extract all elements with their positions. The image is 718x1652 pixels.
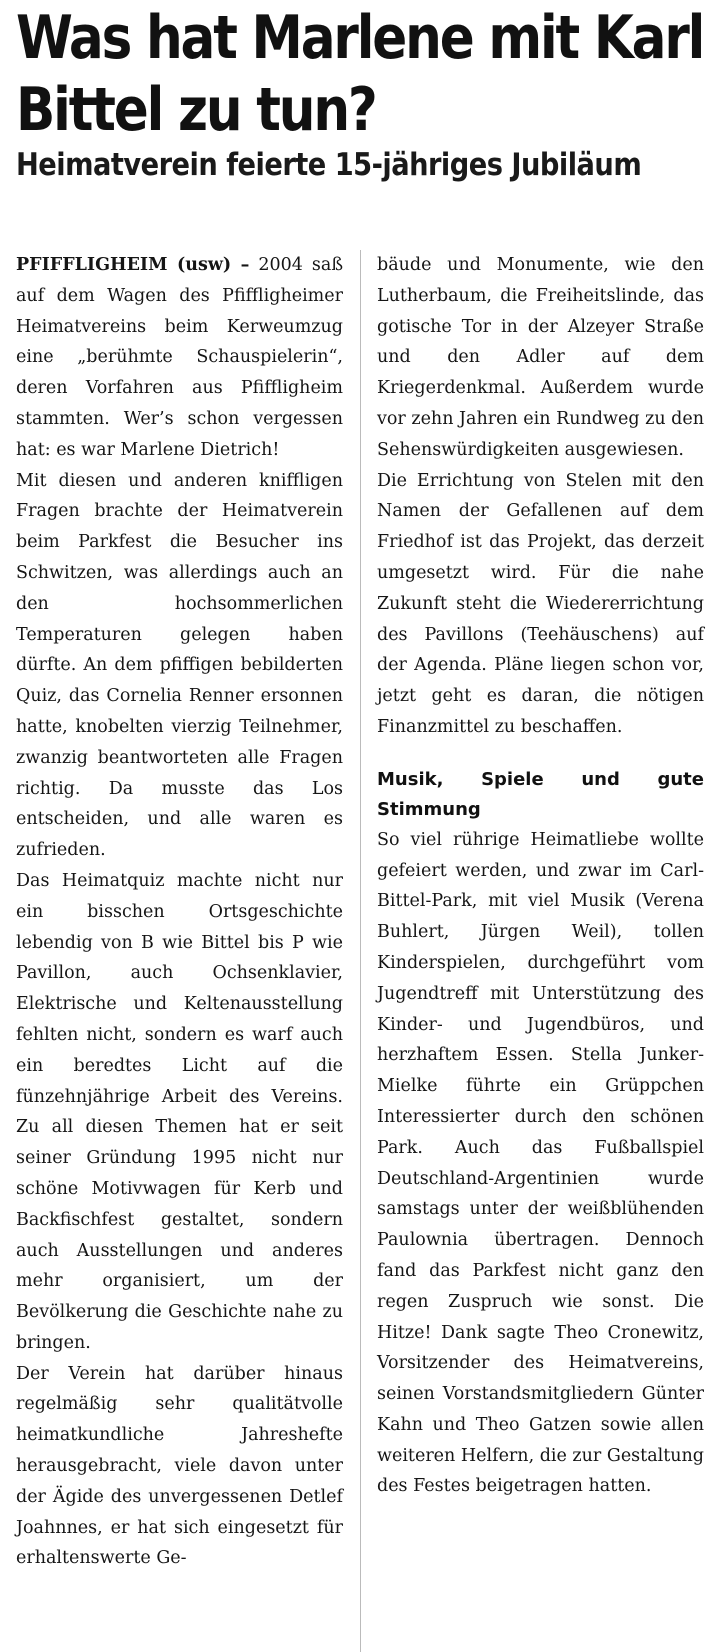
article-headline: Was hat Marlene mit Karl Bittel zu tun?: [16, 3, 704, 145]
paragraph: Mit diesen und anderen kniffligen Fragen brachte der Heimatverein beim Parkfest die Besucher ins Schwitzen, was allerdings auch an den hochsommerlichen Temperaturen gelegen haben dürfte. An dem pfiffigen bebilderten Quiz, das Cornelia Renner ersonnen hatte, knobelten vierzig Teilnehmer, zwanzig beantworteten alle Fragen richtig. Da musste das Los entscheiden, und alle waren es zufrieden.: [16, 470, 343, 861]
paragraph: Der Verein hat darüber hinaus regelmäßig sehr qualitätvolle heimatkundliche Jahreshefte herausgebracht, viele davon unter der Ägide des unvergessenen Detlef Joahnnes, er hat sich eingesetzt für erhaltenswerte Ge-: [16, 1363, 343, 1569]
article-body: [16, 250, 704, 1574]
paragraph: Das Heimatquiz machte nicht nur ein bisschen Ortsgeschichte lebendig von B wie Bittel bis P wie Pavillon, auch Ochsenklavier, Elektrische und Keltenausstellung fehlten nicht, sondern es warf auch ein beredtes Licht auf die fünzehnjährige Arbeit des Vereins. Zu all diesen Themen hat er seit seiner Gründung 1995 nicht nur schöne Motivwagen für Kerb und Backfischfest gestaltet, sondern auch Ausstellungen und anderes mehr organisiert, um der Bevölkerung die Geschichte nahe zu bringen.: [16, 870, 343, 1353]
article-subheadline: Heimatverein feierte 15-jähriges Jubiläum: [16, 147, 642, 183]
column-right: [377, 250, 704, 1574]
paragraph: Die Errichtung von Stelen mit den Namen der Gefallenen auf dem Friedhof ist das Projekt, das derzeit umgesetzt wird. Für die nahe Zukunft steht die Wiedererrichtung des Pavillons (Teehäuschens) auf der Agenda. Pläne liegen schon vor, jetzt geht es daran, die nötigen Finanzmittel zu beschaffen.: [377, 470, 704, 737]
dateline: PFIFFLIGHEIM (usw) –: [16, 255, 250, 275]
paragraph-text: 2004 saß auf dem Wagen des Pfiffligheimer Heimatvereins beim Kerweumzug eine „berühmte Schauspielerin“, deren Vorfahren aus Pfiffligheim stammten. Wer’s schon vergessen hat: es war Marlene Dietrich!: [16, 255, 344, 460]
paragraph: [16, 250, 343, 466]
paragraph: So viel rührige Heimatliebe wollte gefeiert werden, und zwar im Carl-Bittel-Park, mit viel Musik (Verena Buhlert, Jürgen Weil), tollen Kinderspielen, durchgeführt vom Jugendtreff mit Unterstützung des Kinder- und Jugendbüros, und herzhaftem Essen. Stella Junker-Mielke führte ein Grüppchen Interessierter durch den schönen Park. Auch das Fußballspiel Deutschland-Argentinien wurde samstags unter der weißblühenden Paulownia übertragen. Dennoch fand das Parkfest nicht ganz den regen Zuspruch wie sonst. Die Hitze! Dank sagte Theo Cronewitz, Vorsitzender des Heimatvereins, seinen Vorstandsmitgliedern Günter Kahn und Theo Gatzen sowie allen weiteren Helfern, die zur Gestaltung des Festes beigetragen hatten.: [377, 829, 704, 1497]
column-left: [16, 250, 343, 1574]
paragraph: bäude und Monumente, wie den Lutherbaum, die Freiheitslinde, das gotische Tor in der Alzeyer Straße und den Adler auf dem Kriegerdenkmal. Außerdem wurde vor zehn Jahren ein Rundweg zu den Sehenswürdigkeiten ausgewiesen.: [377, 255, 704, 460]
section-subheading: Musik, Spiele und gute Stimmung: [377, 768, 704, 820]
